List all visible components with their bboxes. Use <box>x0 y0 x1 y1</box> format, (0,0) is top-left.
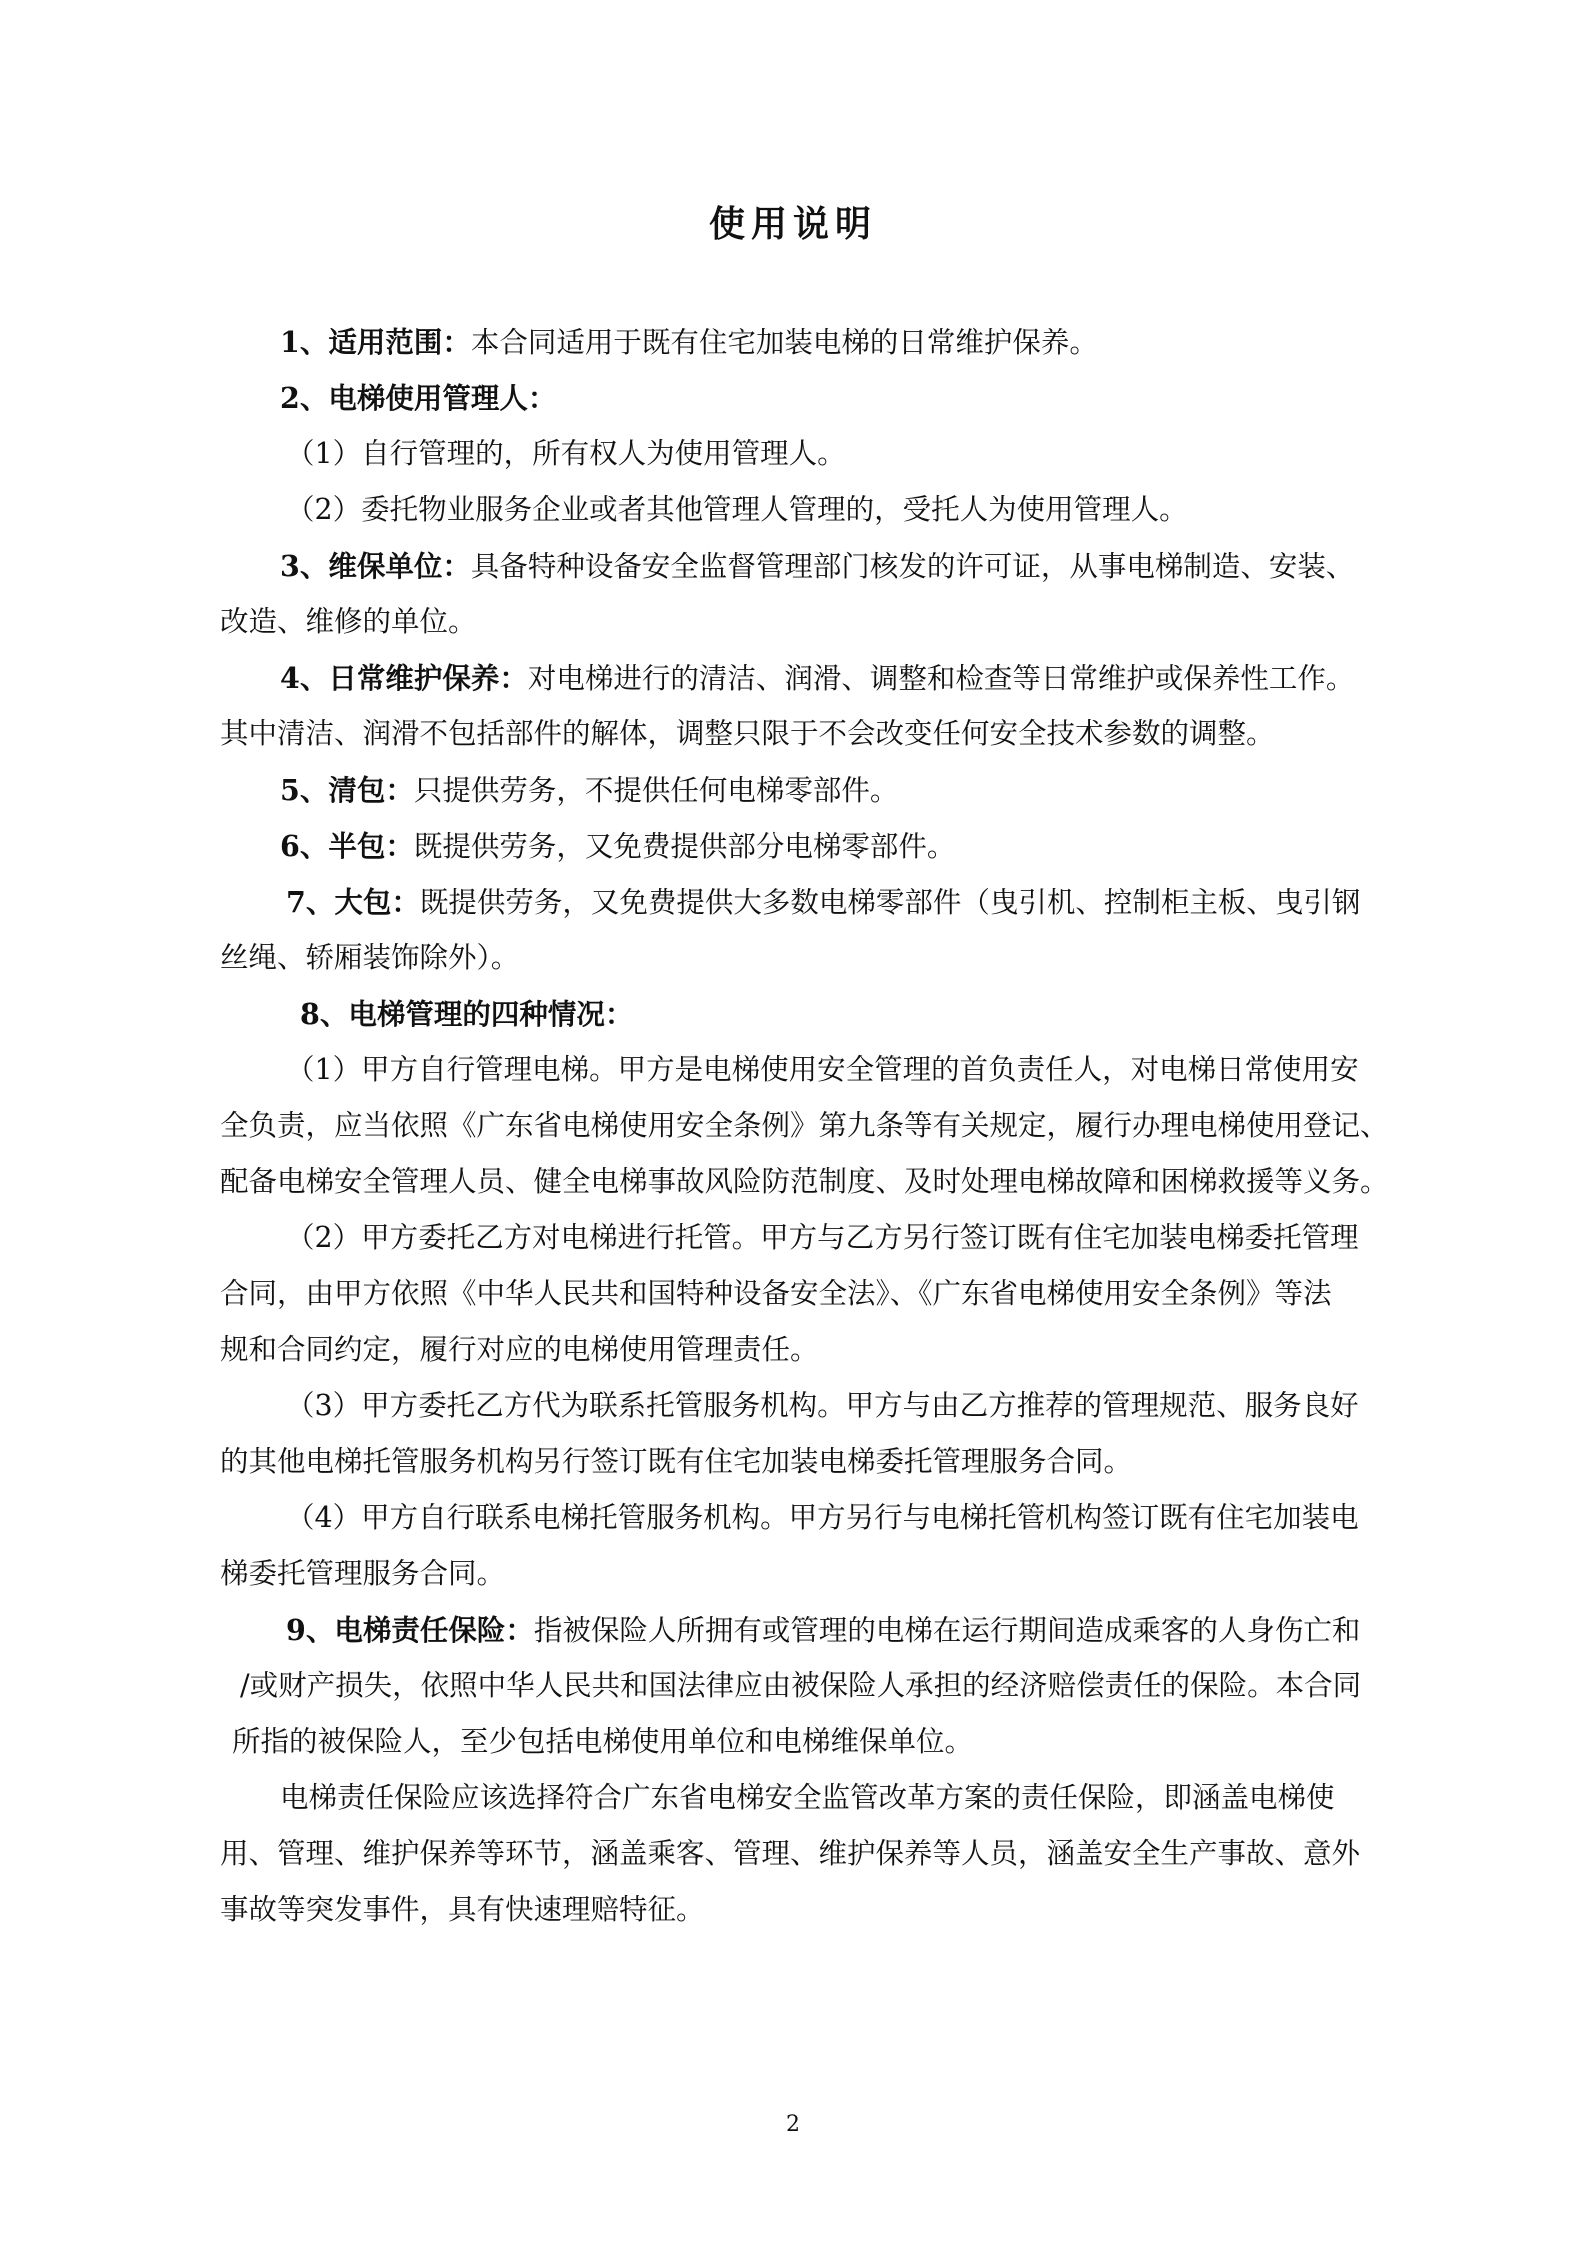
item-8-4-line1: （4）甲方自行联系电梯托管服务机构。甲方另行与电梯托管机构签订既有住宅加装电 <box>286 1501 1359 1534</box>
item-8-4-line2: 梯委托管理服务合同。 <box>220 1557 506 1590</box>
item-9-note-line3: 事故等突发事件，具有快速理赔特征。 <box>220 1893 705 1926</box>
item-9-text-line3: 所指的被保险人，至少包括电梯使用单位和电梯维保单位。 <box>232 1725 974 1758</box>
item-7 <box>286 882 1360 923</box>
item-4-text-line2: 其中清洁、润滑不包括部件的解体，调整只限于不会改变任何安全技术参数的调整。 <box>220 717 1275 750</box>
item-4-label: 4、日常维护保养： <box>280 661 528 695</box>
item-4-text-line1: 对电梯进行的清洁、润滑、调整和检查等日常维护或保养性工作。 <box>527 662 1355 695</box>
item-7-label: 7、大包： <box>286 885 420 919</box>
item-9-label: 9、电梯责任保险： <box>286 1613 534 1647</box>
item-6-text: 既提供劳务，又免费提供部分电梯零部件。 <box>413 830 956 863</box>
item-5 <box>280 770 898 811</box>
item-8-1-line2: 全负责，应当依照《广东省电梯使用安全条例》第九条等有关规定，履行办理电梯使用登记、 <box>220 1109 1389 1142</box>
item-8-2-line1: （2）甲方委托乙方对电梯进行托管。甲方与乙方另行签订既有住宅加装电梯委托管理 <box>286 1221 1359 1254</box>
item-8-1-line3: 配备电梯安全管理人员、健全电梯事故风险防范制度、及时处理电梯故障和困梯救援等义务。 <box>220 1165 1389 1198</box>
item-2-2: （2）委托物业服务企业或者其他管理人管理的，受托人为使用管理人。 <box>286 493 1188 526</box>
item-9 <box>286 1610 1360 1651</box>
item-3-text-line2: 改造、维修的单位。 <box>220 605 477 638</box>
item-3 <box>280 546 1354 587</box>
item-2-label: 2、电梯使用管理人： <box>280 381 557 415</box>
item-2-1: （1）自行管理的，所有权人为使用管理人。 <box>286 437 846 470</box>
item-3-text-line1: 具备特种设备安全监督管理部门核发的许可证，从事电梯制造、安装、 <box>470 550 1355 583</box>
page-number: 2 <box>786 2112 800 2137</box>
item-9-text-line1: 指被保险人所拥有或管理的电梯在运行期间造成乘客的人身伤亡和 <box>533 1614 1361 1647</box>
item-1-label: 1、适用范围： <box>280 325 471 359</box>
item-4 <box>280 658 1354 699</box>
item-8-2-line3: 规和合同约定，履行对应的电梯使用管理责任。 <box>220 1333 819 1366</box>
item-5-text: 只提供劳务，不提供任何电梯零部件。 <box>413 774 899 807</box>
item-3-label: 3、维保单位： <box>280 549 471 583</box>
item-6 <box>280 826 955 867</box>
item-8-3-line2: 的其他电梯托管服务机构另行签订既有住宅加装电梯委托管理服务合同。 <box>220 1445 1133 1478</box>
item-9-note-line1: 电梯责任保险应该选择符合广东省电梯安全监管改革方案的责任保险，即涵盖电梯使 <box>280 1781 1335 1814</box>
item-1-text: 本合同适用于既有住宅加装电梯的日常维护保养。 <box>470 326 1098 359</box>
item-5-label: 5、清包： <box>280 773 414 807</box>
item-8-2-line2: 合同，由甲方依照《中华人民共和国特种设备安全法》、《广东省电梯使用安全条例》等法 <box>220 1277 1332 1310</box>
item-9-text-line2: /或财产损失，依照中华人民共和国法律应由被保险人承担的经济赔偿责任的保险。本合同 <box>240 1669 1362 1702</box>
item-7-text-line2: 丝绳、轿厢装饰除外）。 <box>220 941 520 974</box>
item-7-text-line1: 既提供劳务，又免费提供大多数电梯零部件（曳引机、控制柜主板、曳引钢 <box>419 886 1361 919</box>
item-8-1-line1: （1）甲方自行管理电梯。甲方是电梯使用安全管理的首负责任人，对电梯日常使用安 <box>286 1053 1359 1086</box>
item-8-3-line1: （3）甲方委托乙方代为联系托管服务机构。甲方与由乙方推荐的管理规范、服务良好 <box>286 1389 1359 1422</box>
page-title: 使用说明 <box>708 203 877 245</box>
item-6-label: 6、半包： <box>280 829 414 863</box>
item-9-note-line2: 用、管理、维护保养等环节，涵盖乘客、管理、维护保养等人员，涵盖安全生产事故、意外 <box>220 1837 1361 1870</box>
item-1 <box>280 322 1098 363</box>
item-8-label: 8、电梯管理的四种情况： <box>300 997 634 1031</box>
